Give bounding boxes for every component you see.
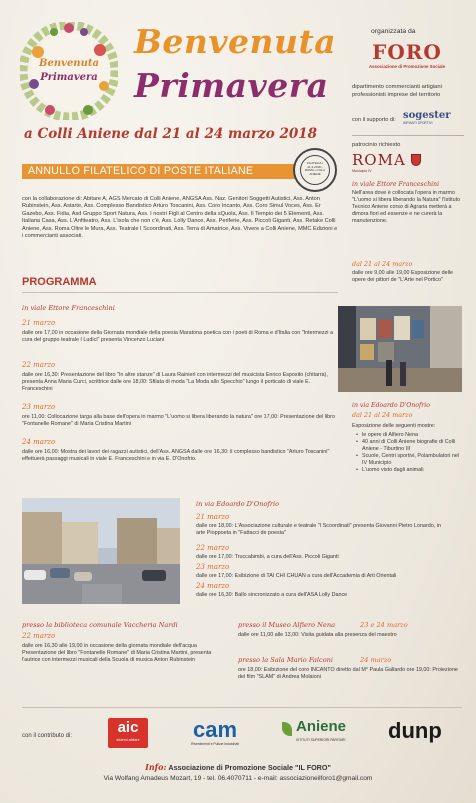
floral-wreath-icon	[20, 22, 118, 120]
biblioteca-text: dalle ore 16,30 alle 19,00 in occasione della giornata mondiale dell'acqua Presentazione del libro "Fontanelle Romane" di Maria Cristina Martini, presenta l'autrice con intermezzi musicali della Scuola di musica Anton Rubinstein	[22, 643, 212, 664]
programma-venue: in viale Ettore Franceschini	[22, 304, 115, 312]
aniene-logo-subtitle: ISTITUTI SUPERIORI PARITARI	[296, 738, 346, 742]
sidebar-date-1-text: dalle ore 9,00 alle 19,00 Esposizione delle opere dei pittori de "L'Arte nel Portico"	[352, 270, 453, 284]
main-title-line1: Benvenuta	[134, 22, 337, 61]
programma-date-22: 22 marzo	[22, 361, 56, 369]
foro-description: dipartimento commercianti artigiani professionisti imprese del territorio	[352, 84, 442, 98]
exhibitions-list	[356, 432, 460, 475]
aic-logo	[108, 718, 148, 748]
aniene-logo-text: Aniene	[296, 718, 347, 735]
programma-event-22: dalle ore 16,30: Presentazione del libro "In altre stanze" di Laura Rainieri con intermezzi del musicista Enrico Esposito (chitarra), presenta Anna Maria Curci, scrittrice dalle ore 18,00: Sfilata di moda "La Moda allo Specchio" lungo il porticato di viale E. Franceschini	[22, 372, 328, 393]
main-title-line2: Primavera	[134, 66, 329, 105]
falconi-date: 24 marzo	[360, 656, 392, 664]
dunp-logo: dunp	[388, 718, 442, 743]
exhibition-label: Scuole, Centri sportivi, Polambulatori nel IV Municipio	[362, 453, 460, 467]
exhibition-item	[356, 432, 460, 439]
donofrio-date-23: 23 marzo	[196, 563, 230, 571]
footer-info-text: Associazione di Promozione Sociale "IL FORO"	[168, 763, 331, 772]
street-scene-image	[22, 498, 180, 604]
exhibition-item	[356, 467, 460, 474]
donofrio-event-23: dalle ore 17,00: Esibizione di TAI CHI CHUAN a cura dell'Accademia di Arti Orientali	[196, 573, 397, 579]
philatelic-banner-text: ANNULLO FILATELICO DI POSTE ITALIANE	[28, 165, 254, 177]
programma-heading: PROGRAMMA	[22, 276, 97, 288]
bullet-icon: •	[356, 453, 358, 460]
postmark-text: FILATELIA • 21.3.2018 • ROMA • COLLI ANIENE	[304, 161, 326, 176]
programma-date-23: 23 marzo	[22, 403, 56, 411]
event-subtitle: a Colli Aniene dal 21 al 24 marzo 2018	[24, 126, 318, 142]
foro-logo	[362, 40, 452, 69]
foro-logo-subtitle: Associazione di Promozione Sociale	[368, 64, 446, 69]
biblioteca-date: 22 marzo	[22, 632, 56, 640]
donofrio-date-21: 21 marzo	[196, 513, 230, 521]
cam-logo	[180, 718, 250, 746]
support-label: con il supporto di:	[352, 117, 396, 123]
sidebar-venue-1-text: Nell'area dove è collocata l'opera in marmo "L'uomo si libera liberando la Natura" l'Istituto Tecnico Aniene corso di Agraria metterà a dimora fiori ed essenze e ne curerà la manutenzione.	[352, 190, 461, 225]
postmark-stamp	[293, 148, 337, 192]
art-portico-image	[338, 306, 462, 392]
sidebar-date-2: dal 21 al 24 marzo	[352, 411, 413, 419]
exhibition-label: L'uomo visto dagli animali	[362, 467, 424, 474]
portico-photo	[338, 306, 462, 392]
aniene-leaf-icon	[282, 722, 292, 736]
organized-by-label: organizzata da	[371, 28, 416, 35]
sidebar-date-1: dal 21 al 24 marzo	[352, 260, 413, 268]
sidebar-venue-2: in via Edoardo D'Onofrio	[352, 402, 430, 409]
museo-date: 23 e 24 marzo	[360, 621, 408, 629]
logo-title-bottom: Primavera	[40, 72, 98, 83]
philatelic-banner	[22, 164, 302, 179]
sogester-logo-subtitle: IMPIANTI SPORTIVI	[403, 121, 433, 125]
aic-logo-text: aic	[117, 719, 139, 736]
sogester-logo-text: sogester	[403, 110, 451, 121]
sponsors-divider	[22, 707, 462, 708]
bullet-icon: •	[356, 432, 358, 438]
programma-date-24: 24 marzo	[22, 438, 56, 446]
donofrio-venue: in via Edoardo D'Onofrio	[196, 500, 280, 508]
footer-info-label: Info:	[145, 762, 167, 772]
bullet-icon: •	[356, 467, 358, 474]
sidebar-divider	[352, 135, 464, 136]
falconi-venue: presso la Sala Mario Falconi	[238, 656, 334, 664]
exhibition-item	[356, 453, 460, 467]
aic-logo-subtitle: sistemi abitare	[116, 738, 140, 742]
programma-date-21: 21 marzo	[22, 319, 56, 327]
logo-title-top: Benvenuta	[39, 58, 99, 69]
patronage-label: patrocinio richiesto	[352, 142, 401, 148]
footer-address: Via Wolfang Amadeus Mozart, 19 - tel. 06.4070711 - e-mail: associazioneilforo1@gmail.com	[103, 775, 373, 782]
exhibition-item	[356, 439, 460, 453]
sponsors-label: con il contributo di:	[22, 733, 73, 739]
footer-info	[0, 762, 476, 772]
roma-logo: ROMA	[352, 151, 406, 169]
roma-subtitle: Municipio IV	[352, 169, 372, 173]
donofrio-event-22: dalle ore 17,00: Truccabimbi, a cura dell'Ass. Piccoli Giganti	[196, 554, 339, 560]
donofrio-event-24: dalle ore 16,30: Ballo sincronizzato a cura dell'ASA Lolly Dance	[196, 592, 348, 598]
foro-logo-text: FORO	[372, 40, 442, 64]
programma-event-21: dalle ore 17,00 in occasione della Giornata mondiale della poesia Maratona poetica con i poeti di Roma e d'Italia con "Intermezzi a cura del gruppo teatrale I Ludici" presenta Vincenzo Luciani	[22, 330, 333, 344]
programma-event-23: ore 11,00: Collocazione targa alla base dell'opera in marmo "L'uomo si libera liberando la natura" ore 17,00: Presentazione del libro "Fontanelle Romane" di Maria Cristina Martini	[22, 414, 335, 428]
event-logo	[20, 22, 118, 120]
cam-logo-subtitle: Rivestimenti e Pulizie Industriali	[191, 742, 239, 746]
biblioteca-venue: presso la biblioteca comunale Vaccheria Nardi	[22, 621, 178, 629]
street-photo	[22, 498, 180, 604]
donofrio-date-22: 22 marzo	[196, 544, 230, 552]
museo-text: dalle ore 11,00 alle 13,00: Visita guidata alla presenza del maestro	[238, 632, 397, 638]
falconi-text: ore 18,00: Esibizione del coro INCANTO diretto dal M° Paula Gallardo ore 19,00: Proiezione del film "SLAM" di Andrea Molaioni	[238, 667, 458, 681]
cam-logo-text: cam	[192, 717, 238, 742]
roma-crest-icon	[411, 154, 421, 166]
sogester-logo	[403, 110, 463, 125]
collaboration-text: con la collaborazione di: Abitare A, AGS Mercato di Colli Aniene, ANGSA Ass. Naz. Genitori Soggetti Autistici, Ass. Anton Rubinstein, Ass. Astarte, Ass. Complesso Bandistico Arturo Toscanini, Ass. Coro Incanto, Ass. Coro Simul Voces, Ass. Er Gazebo, Ass. Fidia, Asd Gruppo Sport Natura, Ass. I nostri Figli al Centro della sQuola, Ass. Il Tempio dei 5 Elementi, Ass. Italiana Casa, Ass. L'Anfiteatro, Ass. L'isola che non c'è, Ass. Lolly Dance, Ass. Periferie, Ass. Piccoli Giganti, Ass. Retake Colli Aniene, Ass. Roma Oltre le Mura, Ass. Teatrale I Scoordinati, Ass. Terra di Amatrice, Ass. Vivere a Colli Aniene, MMC Edizioni e i commercianti associati.	[22, 196, 338, 240]
sidebar-venue-1: in viale Ettore Franceschini	[352, 181, 440, 188]
exhibition-label: 40 anni di Colli Aniene biografie di Colli Aniene - Tiburtino III	[362, 439, 456, 453]
sidebar-venue-2-text: Esposizione delle seguenti mostre:	[352, 423, 436, 429]
exhibition-label: le opere di Alfiero Nena	[362, 432, 419, 438]
donofrio-date-24: 24 marzo	[196, 582, 230, 590]
programma-divider	[22, 292, 338, 293]
donofrio-event-21: dalle ore 18,00: L'Associazione culturale e teatrale "I Scoordinati" presenta Giovanni Pietro Lonardo, in arte Pioppoeta in "Fattacci de poesia"	[196, 523, 441, 537]
programma-event-24: dalle ore 16,00: Mostra dei lavori dei ragazzi autistici, dell'Ass. ANGSA dalle ore 16,30: il complesso bandistico "Arturo Toscanini" effettuerà passaggi musicali in viale E. Franceschini e in via E. D'Onofrio.	[22, 449, 330, 463]
museo-venue: presso il Museo Alfiero Nena	[238, 621, 336, 629]
bullet-icon: •	[356, 439, 358, 446]
